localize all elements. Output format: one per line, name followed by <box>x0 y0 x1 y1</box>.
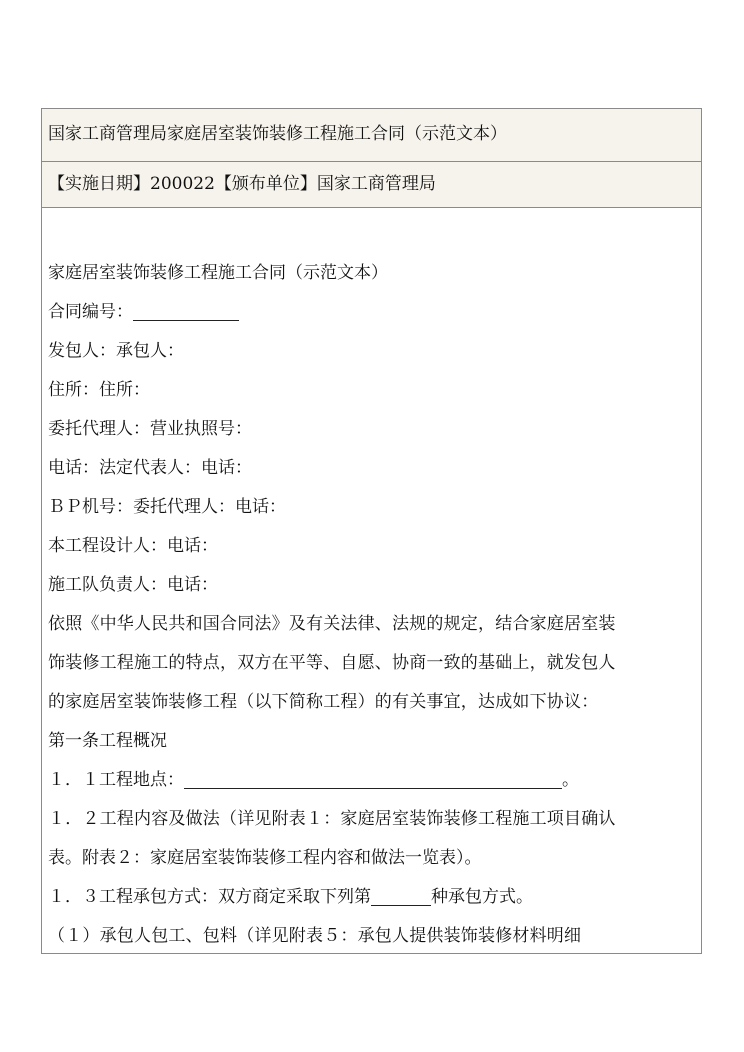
contract-body <box>42 208 701 954</box>
document-meta: 【实施日期】200022【颁布单位】国家工商管理局 <box>48 174 436 194</box>
contract-number-blank <box>133 298 239 321</box>
item-1-3-line <box>48 878 697 917</box>
designer-phone-line: 本工程设计人：电话： <box>48 536 218 556</box>
contract-method-blank <box>371 883 431 906</box>
team-leader-phone-line: 施工队负责人：电话： <box>48 575 218 595</box>
intro-paragraph-line-1: 依照《中华人民共和国合同法》及有关法律、法规的规定，结合家庭居室装 <box>48 614 616 634</box>
bp-agent-phone-line: ＢＰ机号：委托代理人：电话： <box>48 497 286 517</box>
item-1-1-end: 。 <box>562 770 579 790</box>
item-1-2-line-1: １．２工程内容及做法（详见附表１：家庭居室装饰装修工程施工项目确认 <box>48 809 616 829</box>
item-1-1-line <box>48 761 697 800</box>
document-title: 国家工商管理局家庭居室装饰装修工程施工合同（示范文本） <box>48 124 507 144</box>
item-1-1-label: １．１工程地点： <box>48 770 184 790</box>
client-contractor-line: 发包人：承包人： <box>48 341 184 361</box>
item-1-3-option-1: （１）承包人包工、包料（详见附表５：承包人提供装饰装修材料明细 <box>48 926 582 946</box>
item-1-2-line-2: 表。附表２：家庭居室装饰装修工程内容和做法一览表）。 <box>48 848 482 868</box>
contract-document <box>41 108 702 954</box>
intro-paragraph-line-3: 的家庭居室装饰装修工程（以下简称工程）的有关事宜，达成如下协议： <box>48 692 599 712</box>
project-location-blank <box>184 766 562 789</box>
address-line: 住所：住所： <box>48 380 150 400</box>
contract-heading: 家庭居室装饰装修工程施工合同（示范文本） <box>48 263 388 283</box>
item-1-3-end: 种承包方式。 <box>431 887 533 907</box>
contract-number-label: 合同编号： <box>48 302 133 322</box>
contract-number-line <box>48 293 697 332</box>
document-title-row <box>42 109 701 162</box>
phone-legal-rep-line: 电话：法定代表人：电话： <box>48 458 252 478</box>
document-meta-row <box>42 162 701 208</box>
item-1-3-label: １．３工程承包方式：双方商定采取下列第 <box>48 887 371 907</box>
intro-paragraph-line-2: 饰装修工程施工的特点，双方在平等、自愿、协商一致的基础上，就发包人 <box>48 653 616 673</box>
article-1-heading: 第一条工程概况 <box>48 731 167 751</box>
agent-license-line: 委托代理人：营业执照号： <box>48 419 252 439</box>
